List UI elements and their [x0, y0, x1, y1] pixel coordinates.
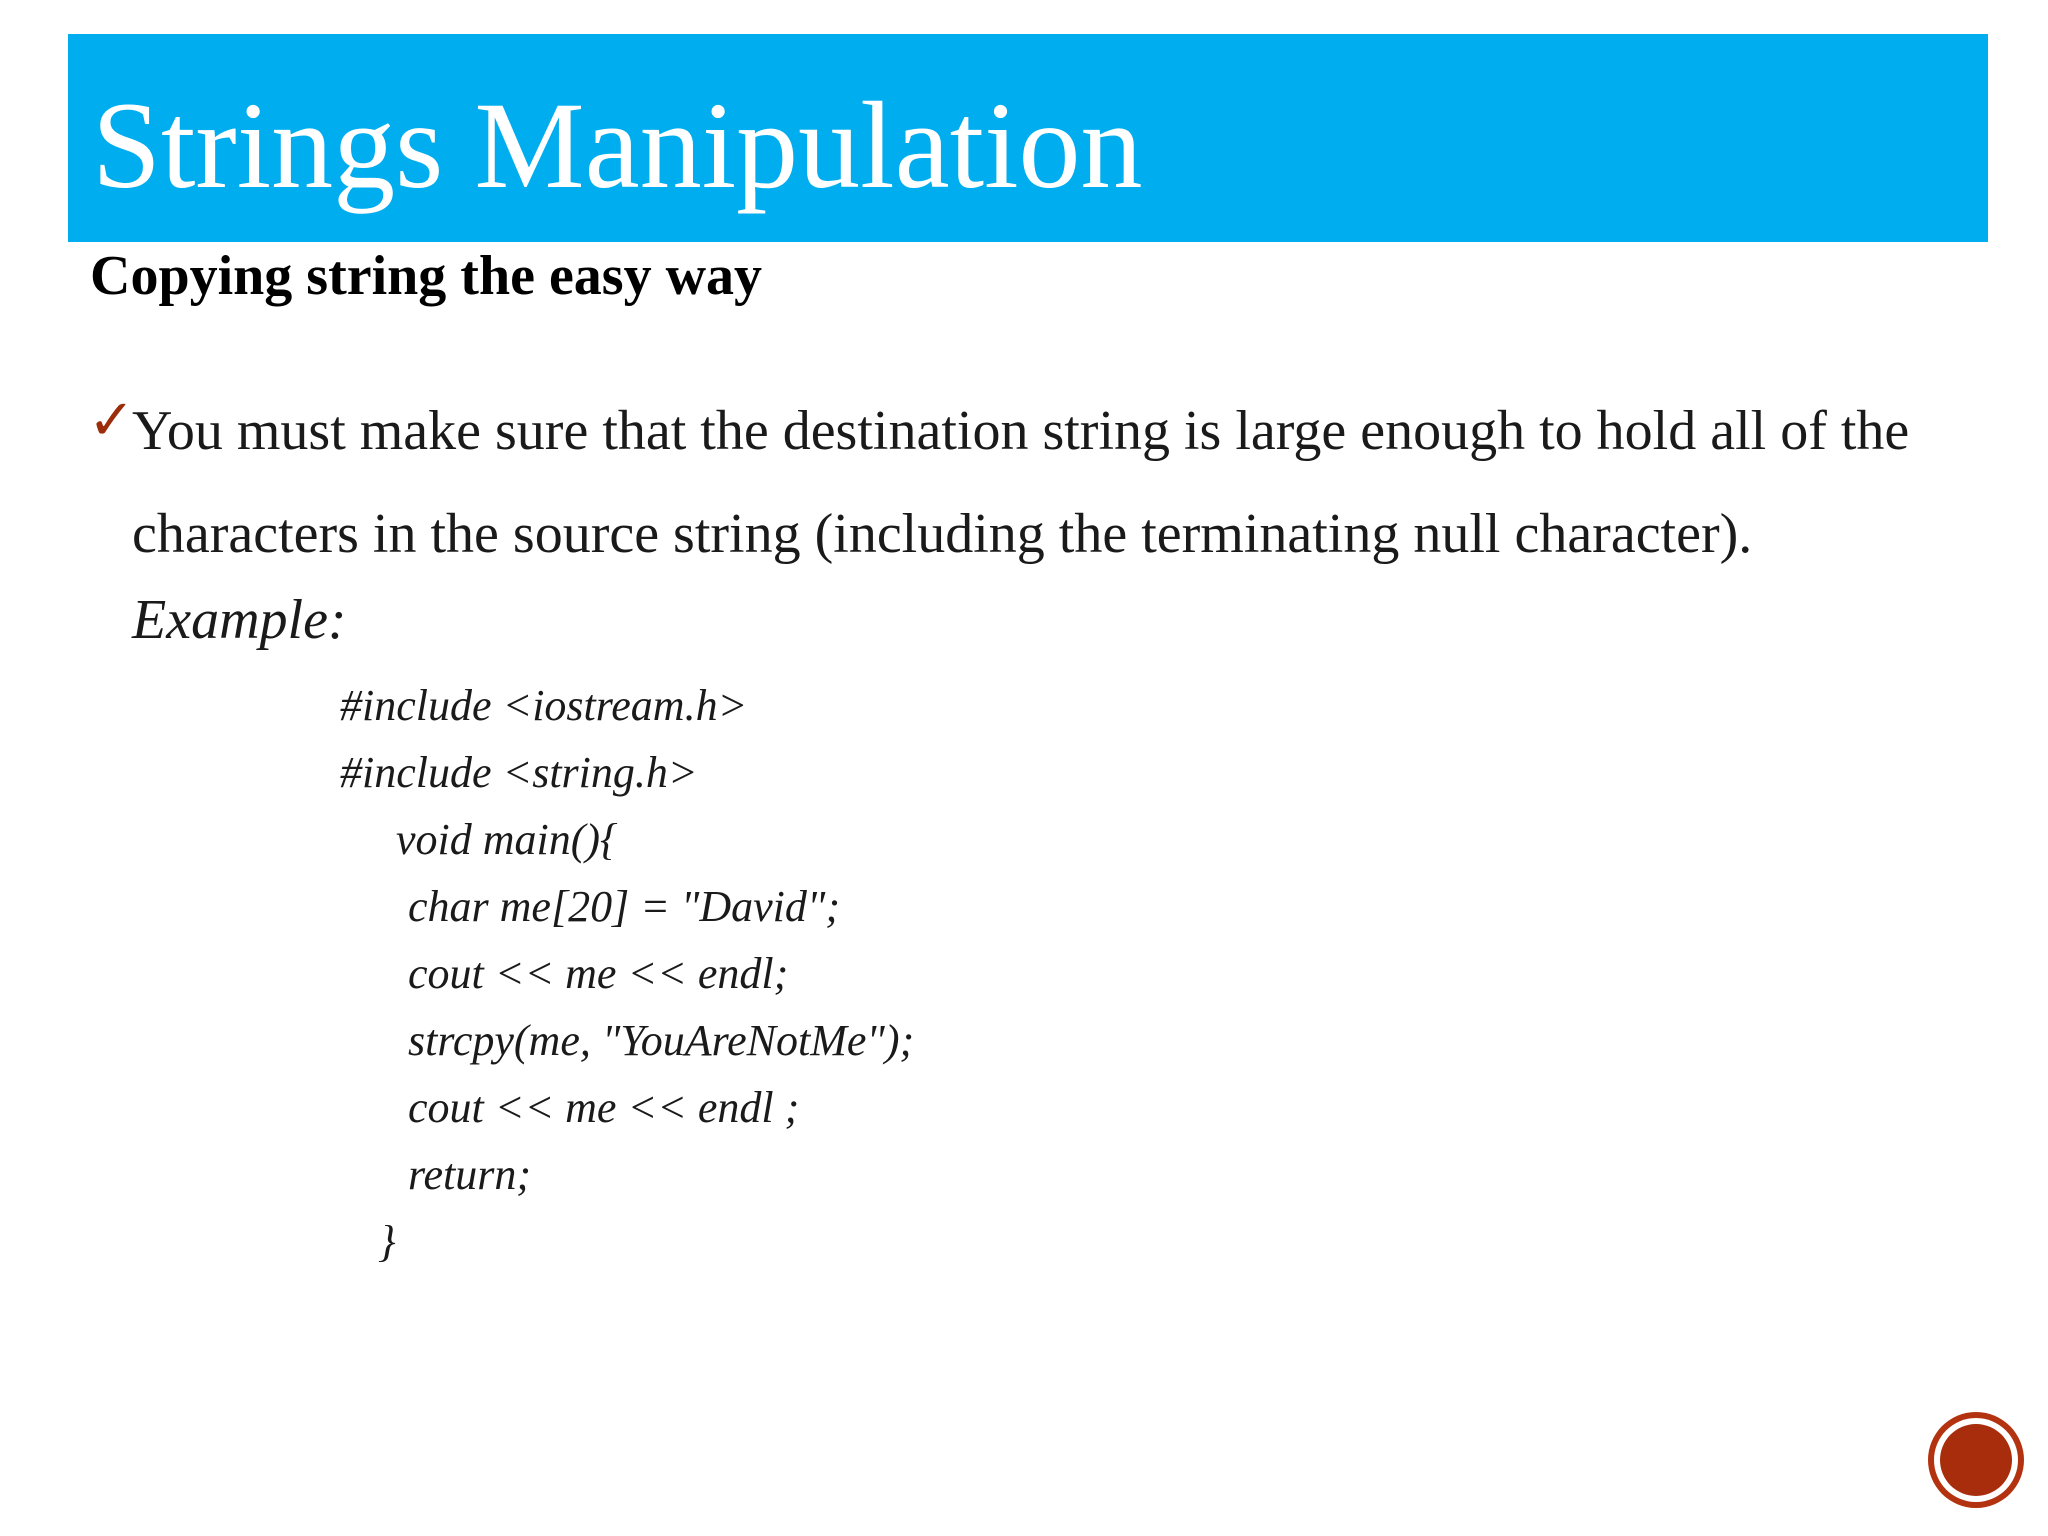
badge-fill — [1940, 1424, 2012, 1496]
code-line: #include <string.h> — [340, 748, 698, 797]
checkmark-icon: ✓ — [88, 388, 135, 453]
code-line: void main(){ — [396, 815, 618, 864]
code-line: return; — [408, 1150, 532, 1199]
code-line: strcpy(me, "YouAreNotMe"); — [408, 1016, 915, 1065]
bullet-text: You must make sure that the destination string is large enough to hold all of the characters in the source string (including the terminating null character). — [132, 400, 1910, 565]
code-line: #include <iostream.h> — [340, 681, 748, 730]
example-label: Example: — [132, 589, 347, 651]
slide-subtitle: Copying string the easy way — [90, 245, 763, 307]
title-banner — [68, 34, 1988, 242]
code-line: char me[20] = "David"; — [408, 882, 841, 931]
slide-title: Strings Manipulation — [92, 77, 1143, 214]
code-line: } — [378, 1217, 396, 1266]
corner-badge-icon — [1934, 1418, 2018, 1502]
code-line: cout << me << endl; — [408, 949, 789, 998]
code-line: cout << me << endl ; — [408, 1083, 800, 1132]
